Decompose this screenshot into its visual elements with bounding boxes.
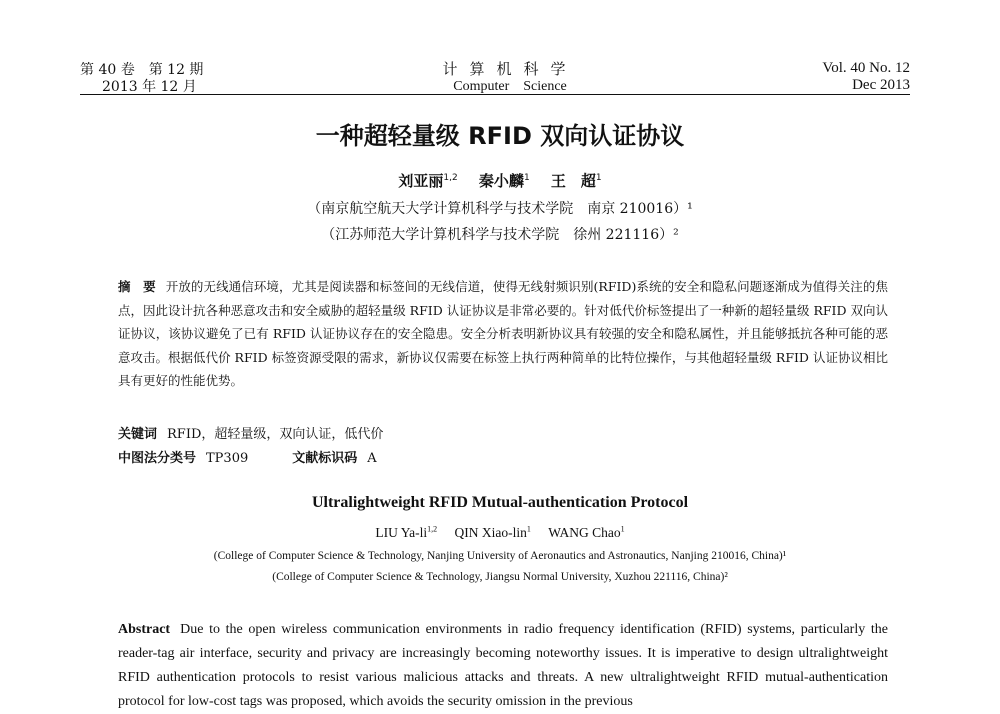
english-affiliation: (College of Computer Science & Technology, Jiangsu Normal University, Xuzhou 221116, China)² [272, 571, 728, 583]
doc-code-value: A [367, 451, 377, 466]
author: 王 超$^1$ [550, 172, 602, 190]
keywords [118, 423, 383, 442]
keywords-label: 关键词 [118, 427, 158, 442]
author: 秦小麟$^1$ [478, 172, 530, 190]
abstract-en-label: Abstract [118, 622, 171, 637]
clc-label: 中图法分类号 [118, 451, 197, 466]
journal-volume-en [822, 60, 910, 94]
journal-issue-info [80, 62, 203, 96]
abstract-en-text: Due to the open wireless communication environments in radio frequency identification (RFID) systems, particularly the reader-tag air interface, security and privacy are increasingly becoming noteworthy issues. It is imperative to design ultralightweight RFID authentication protocols to resist various malicious attacks and threats. A new ultralightweight RFID mutual-authentication protocol for low-cost tags was proposed, which avoids the security omission in the previous [118, 622, 888, 709]
paper-title: 一种超轻量级 RFID 双向认证协议 [315, 122, 685, 150]
journal-name-cn: 计算机科学 [442, 60, 578, 78]
english-affiliation: (College of Computer Science & Technology, Nanjing University of Aeronautics and Astronautics, Nanjing 210016, China)¹ [213, 550, 787, 562]
volume-issue: 第 40 卷 第 12 期 [80, 62, 204, 78]
abstract-cn-label: 摘 要 [118, 279, 156, 294]
journal-name [400, 60, 620, 95]
keywords-text: RFID，超轻量级，双向认证，低代价 [167, 427, 384, 442]
abstract-cn [118, 275, 888, 393]
volume-number-en: Vol. 40 No. 12 [822, 60, 910, 76]
header-rule [80, 94, 910, 95]
abstract-en [118, 618, 888, 714]
doc-code-label: 文献标识码 [292, 451, 358, 466]
publication-date-en: Dec 2013 [852, 77, 910, 93]
english-author-list [0, 524, 1000, 541]
english-title: Ultralightweight RFID Mutual-authentication Protocol [311, 494, 689, 511]
author: QIN Xiao-lin$^1$ [454, 524, 531, 540]
classification [118, 447, 377, 466]
author-list [0, 170, 1000, 191]
publication-date-cn: 2013 年 12 月 [102, 79, 197, 95]
author: WANG Chao$^1$ [548, 524, 625, 540]
affiliation: （江苏师范大学计算机科学与技术学院 徐州 221116）² [321, 227, 679, 243]
author: LIU Ya-li$^{1,2}$ [375, 524, 438, 540]
clc-value: TP309 [206, 451, 249, 466]
author: 刘亚丽$^{1,2}$ [398, 172, 458, 190]
affiliation: （南京航空航天大学计算机科学与技术学院 南京 210016）¹ [307, 201, 693, 217]
abstract-cn-text: 开放的无线通信环境，尤其是阅读器和标签间的无线信道，使得无线射频识别(RFID)系统的安全和隐私问题逐渐成为值得关注的焦点，因此设计抗各种恶意攻击和安全威胁的超轻量级 RFID 认证协议是非常必要的。针对低代价标签提出了一种新的超轻量级 RFID 双向认证协议，该协议避免了已有 RFID 认证协议存在的安全隐患。安全分析表明新协议具有较强的安全和隐私属性，并且能够抵抗各种可能的恶意攻击。根据低代价 RFID 标签资源受限的需求，新协议仅需要在标签上执行两种简单的比特位操作，与其他超轻量级 RFID 认证协议相比具有更好的性能优势。 [118, 279, 888, 388]
journal-name-en: Computer Science [453, 79, 567, 94]
